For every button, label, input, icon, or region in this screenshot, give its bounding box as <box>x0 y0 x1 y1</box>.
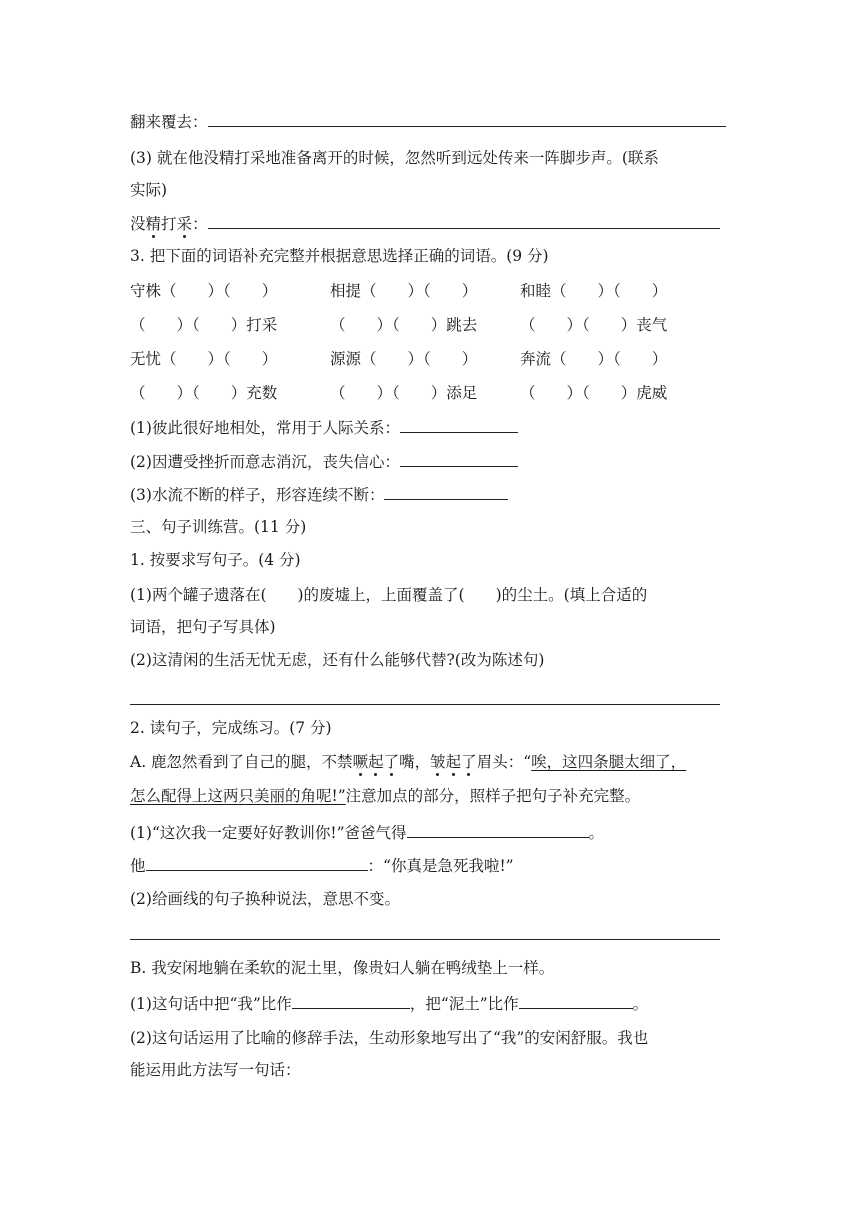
idiom-cell[interactable]: （ ）（ ）丧气 <box>520 316 668 334</box>
b-q1-answer-field-1[interactable] <box>292 994 410 1009</box>
idiom-cell[interactable]: （ ）（ ）跳去 <box>330 316 478 334</box>
b-q1-answer-field-2[interactable] <box>519 994 633 1009</box>
underlined-sentence: 怎么配得上这两只美丽的角呢!” <box>130 787 346 805</box>
sentence-a-line-1 <box>130 752 686 772</box>
underlined-sentence: 唉，这四条腿太细了， <box>531 753 687 771</box>
plain-char: 嘴 <box>399 753 415 771</box>
q3-text: (3) 就在他没精打采地准备离开的时候，忽然听到远处传来一阵脚步声。(联系 <box>130 149 659 167</box>
definition-3 <box>130 485 508 505</box>
answer-line[interactable] <box>130 939 720 940</box>
idiom-cell[interactable]: 和睦（ ）（ ） <box>520 282 668 300</box>
s1-question-1-cont: 词语，把句子写具体) <box>130 618 276 636</box>
dotted-char: 了 <box>461 753 477 771</box>
sentence-b: B. 我安闲地躺在柔软的泥土里，像贵妇人躺在鸭绒垫上一样。 <box>130 959 555 977</box>
period: 。 <box>632 995 649 1013</box>
s1-question-1: (1)两个罐子遗落在( )的废墟上，上面覆盖了( )的尘土。(填上合适的 <box>130 586 648 604</box>
b-question-2: (2)这句话运用了比喻的修辞手法，生动形象地写出了“我”的安闲舒服。我也 <box>130 1029 649 1047</box>
b-question-2-cont: 能运用此方法写一句话： <box>130 1061 301 1079</box>
dotted-char: 起 <box>368 753 384 771</box>
idiom-cell[interactable]: 无忧（ ）（ ） <box>130 350 278 368</box>
question-text: (1)这句话中把“我”比作 <box>130 995 292 1013</box>
answer-line[interactable] <box>130 704 720 705</box>
meijing-answer-field[interactable] <box>208 214 720 229</box>
question-text: ，把“泥土”比作 <box>409 995 519 1013</box>
sentence-a-text: A. 鹿忽然看到了自己的腿，不禁 <box>130 753 353 771</box>
a-question-2: (2)给画线的句子换种说法，意思不变。 <box>130 890 400 908</box>
fanlai-line <box>130 112 726 132</box>
q3-text-cont: 实际) <box>130 181 168 199</box>
definition-answer-field[interactable] <box>384 485 508 500</box>
definition-text: (1)彼此很好地相处，常用于人际关系： <box>130 419 400 437</box>
definition-text: (2)因遭受挫折而意志消沉，丧失信心： <box>130 453 400 471</box>
instruction-text: 注意加点的部分，照样子把句子补充完整。 <box>345 787 641 805</box>
question-text: ：“你真是急死我啦!” <box>367 857 514 875</box>
dotted-char: 起 <box>445 753 462 771</box>
definition-answer-field[interactable] <box>400 452 518 467</box>
definition-1 <box>130 418 518 438</box>
a-question-1b <box>130 856 514 876</box>
period: 。 <box>588 824 605 842</box>
a-question-1 <box>130 823 604 843</box>
idiom-cell[interactable]: （ ）（ ）虎威 <box>520 384 668 402</box>
da-char: 打 <box>161 215 177 233</box>
dotted-char: 了 <box>383 753 400 771</box>
dotted-char: 皱 <box>430 753 446 771</box>
quote-mark: “ <box>523 753 532 771</box>
plain-char: ： <box>507 753 524 771</box>
a-q1b-answer-field[interactable] <box>146 856 368 871</box>
plain-char: 眉 <box>476 753 493 771</box>
mei-char: 没 <box>130 215 146 233</box>
colon: ： <box>192 215 208 233</box>
idiom-cell[interactable]: 守株（ ）（ ） <box>130 282 278 300</box>
idiom-cell[interactable]: （ ）（ ）打采 <box>130 316 278 334</box>
fanlai-label: 翻来覆去： <box>130 113 208 131</box>
fanlai-answer-field[interactable] <box>208 112 726 127</box>
plain-char: 头 <box>492 753 508 771</box>
s1-title: 1. 按要求写句子。(4 分) <box>130 551 301 569</box>
plain-char: ， <box>414 753 431 771</box>
sentence-a-line-2 <box>130 786 640 806</box>
idiom-cell[interactable]: 相提（ ）（ ） <box>330 282 478 300</box>
idiom-cell[interactable]: 奔流（ ）（ ） <box>520 350 668 368</box>
s2-title: 2. 读句子，完成练习。(7 分) <box>130 719 332 737</box>
b-question-1 <box>130 994 648 1014</box>
question-text: 他 <box>130 857 146 875</box>
definition-answer-field[interactable] <box>400 418 518 433</box>
idiom-cell[interactable]: 源源（ ）（ ） <box>330 350 478 368</box>
meijing-line <box>130 214 720 234</box>
section3-title: 3. 把下面的词语补充完整并根据意思选择正确的词语。(9 分) <box>130 247 549 265</box>
dotted-char: 噘 <box>352 753 369 771</box>
idiom-cell[interactable]: （ ）（ ）添足 <box>330 384 478 402</box>
definition-2 <box>130 452 518 472</box>
s1-question-2: (2)这清闲的生活无忧无虑，还有什么能够代替?(改为陈述句) <box>130 651 545 669</box>
part3-title: 三、句子训练营。(11 分) <box>130 518 307 536</box>
cai-dotted-char: 采 <box>176 215 193 233</box>
question-text: (1)“这次我一定要好好教训你!”爸爸气得 <box>130 824 407 842</box>
idiom-cell[interactable]: （ ）（ ）充数 <box>130 384 278 402</box>
definition-text: (3)水流不断的样子，形容连续不断： <box>130 486 385 504</box>
a-q1-answer-field[interactable] <box>407 823 589 838</box>
jing-dotted-char: 精 <box>145 215 162 233</box>
